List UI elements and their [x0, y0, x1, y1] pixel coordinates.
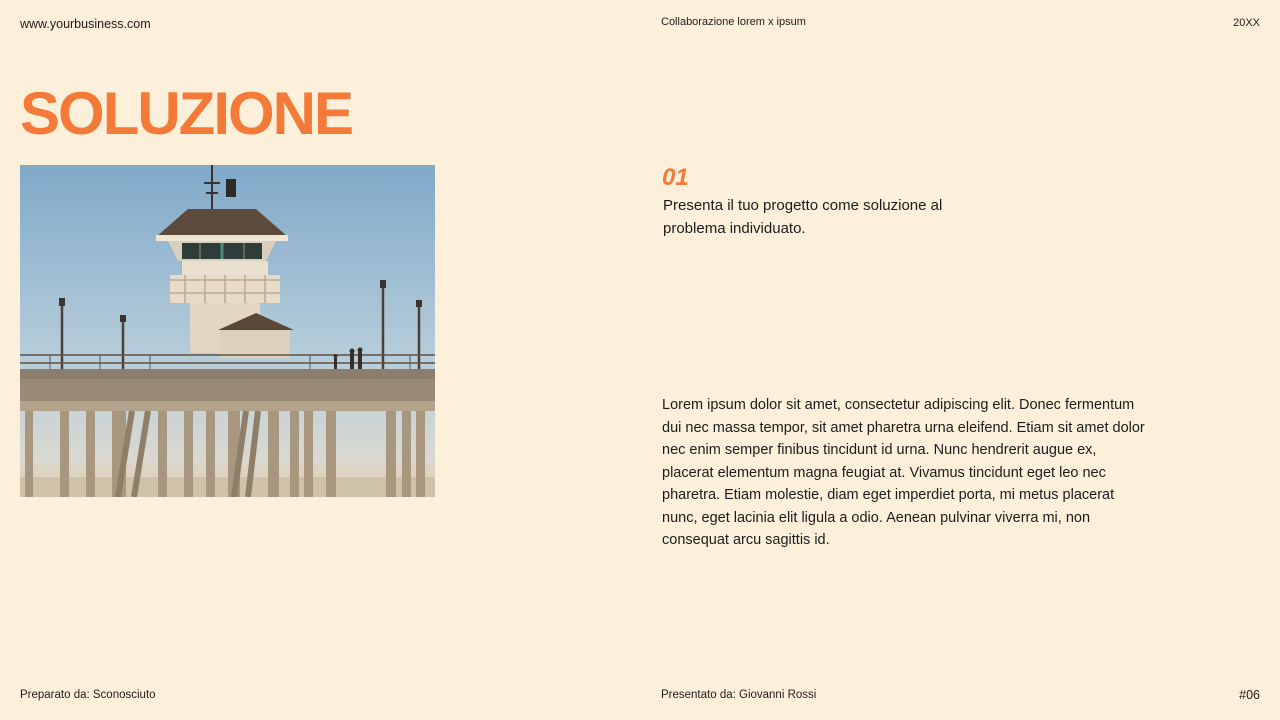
presented-by: Presentato da: Giovanni Rossi [661, 689, 817, 701]
item-subtitle: Presenta il tuo progetto come soluzione al problema individuato. [663, 197, 943, 237]
year-label: 20XX [1233, 17, 1260, 29]
collaboration-label: Collaborazione lorem x ipsum [661, 16, 806, 28]
website-url: www.yourbusiness.com [20, 17, 151, 31]
pier-tower-photo [20, 165, 435, 497]
prepared-by: Preparato da: Sconosciuto [20, 689, 156, 701]
slide-title: SOLUZIONE [20, 80, 353, 147]
page-number: #06 [1239, 688, 1260, 702]
item-number: 01 [662, 164, 689, 191]
body-paragraph: Lorem ipsum dolor sit amet, consectetur adipiscing elit. Donec fermentum dui nec massa tempor, sit amet pharetra urna eleifend. Etiam sit amet dolor nec enim semper finibus tincidunt id urna. Nunc hendrerit augue ex, placerat elementum magna feugiat at. Vivamus tincidunt eget leo nec pharetra. Etiam molestie, diam eget imperdiet porta, mi metus placerat nunc, eget lacinia elit ligula a odio. Aenean pulvinar viverra mi, non consequat arcu sagittis id. [662, 397, 1145, 548]
